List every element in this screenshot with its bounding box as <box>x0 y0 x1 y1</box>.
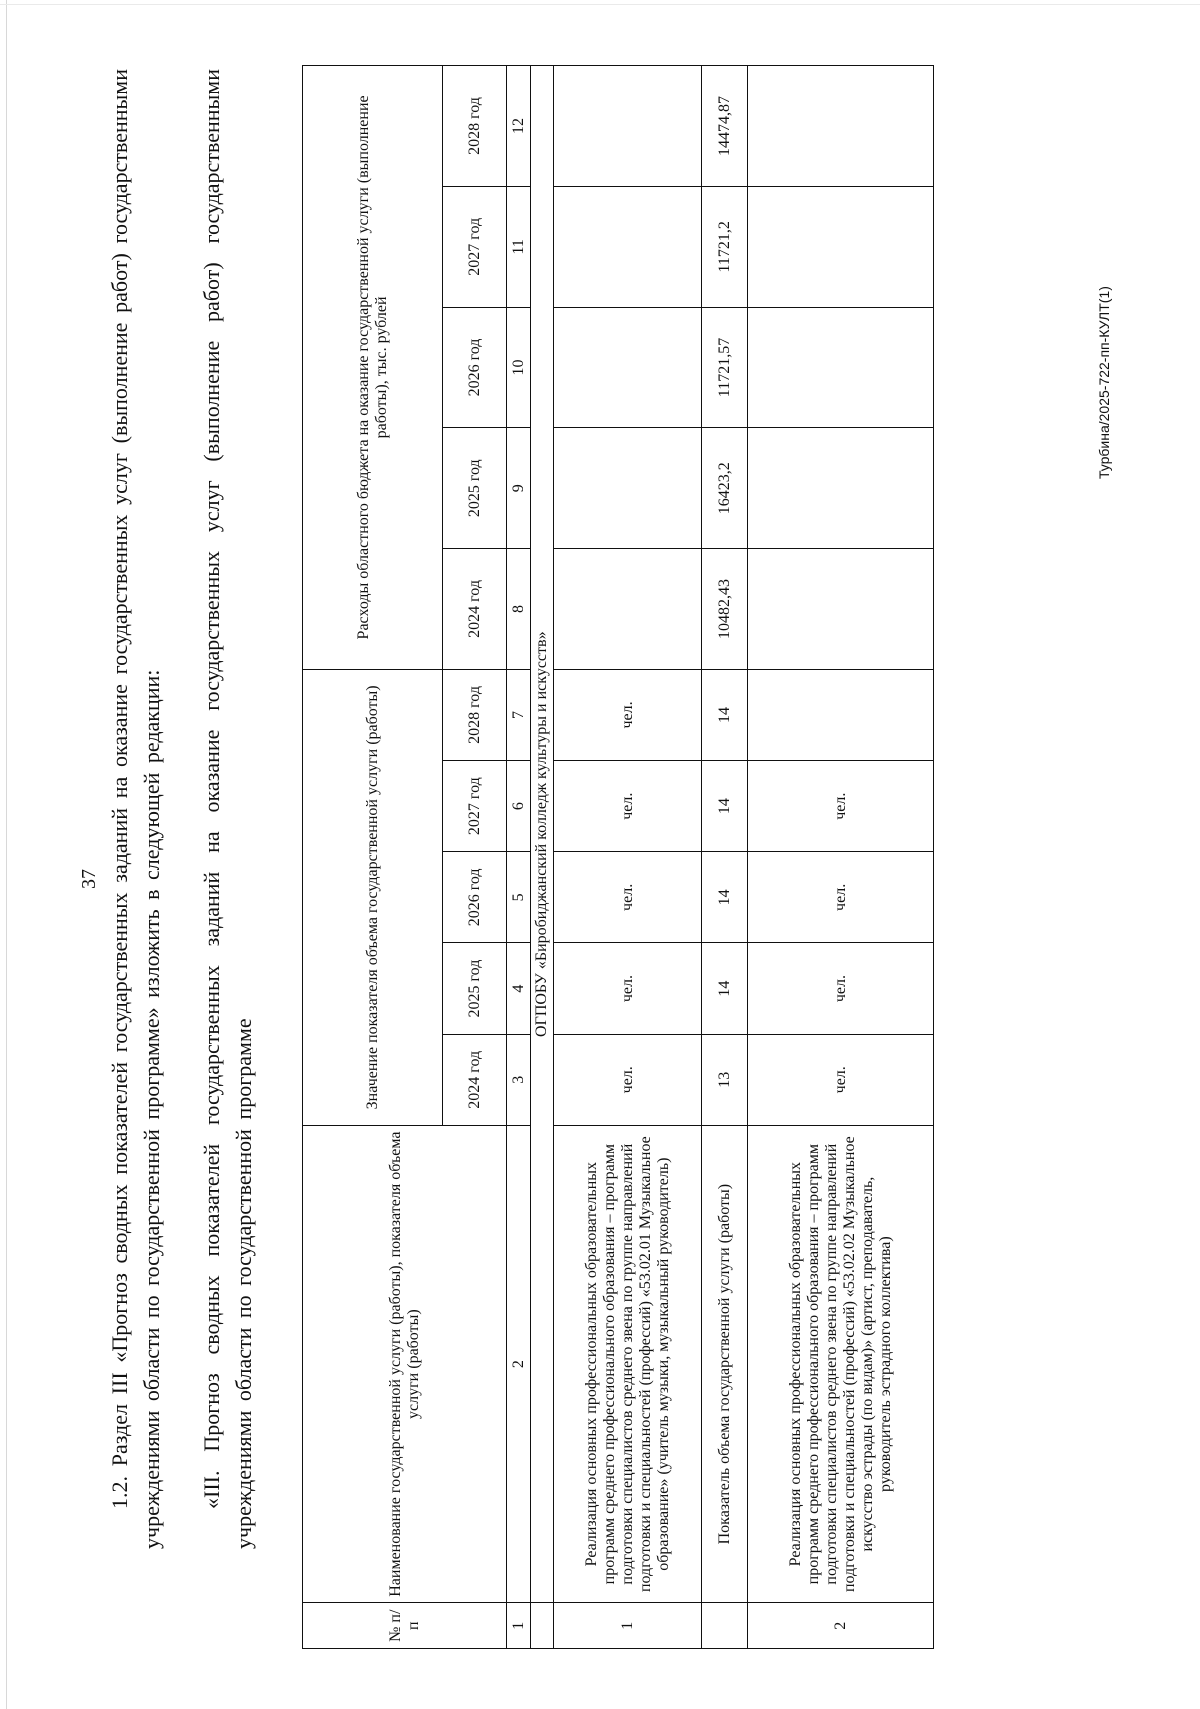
volume-cell: чел. <box>748 852 934 943</box>
volume-cell: чел. <box>554 943 702 1034</box>
header-expense-year: 2024 год <box>443 549 507 670</box>
expense-cell: 10482,43 <box>702 549 748 670</box>
header-expense-year: 2026 год <box>443 307 507 428</box>
volume-cell: чел. <box>554 852 702 943</box>
column-index: 4 <box>507 943 531 1034</box>
header-volume-year: 2026 год <box>443 852 507 943</box>
expense-cell <box>554 307 702 428</box>
volume-cell: чел. <box>554 669 702 760</box>
intro-paragraph-2: «III. Прогноз сводных показателей государственных заданий на оказание государственных услуг (выполнение работ) государственными учреждениями области по государственной программе <box>199 69 256 1549</box>
intro-paragraph-1: 1.2. Раздел III «Прогноз сводных показателей государственных заданий на оказание государственных услуг (выполнение работ) государственными учреждениями области по государственной программе» изложить в следующей редакции: <box>107 69 164 1549</box>
row-number <box>702 1603 748 1649</box>
volume-cell <box>748 669 934 760</box>
row-number: 2 <box>748 1603 934 1649</box>
column-index: 10 <box>507 307 531 428</box>
column-index-row <box>507 66 531 1649</box>
expense-cell: 11721,57 <box>702 307 748 428</box>
volume-cell: 14 <box>702 943 748 1034</box>
page-number: 37 <box>78 869 100 889</box>
column-index: 7 <box>507 669 531 760</box>
expense-cell: 16423,2 <box>702 428 748 549</box>
column-index: 5 <box>507 852 531 943</box>
expense-cell <box>554 549 702 670</box>
expense-cell: 14474,87 <box>702 66 748 187</box>
column-index: 6 <box>507 761 531 852</box>
column-index: 12 <box>507 66 531 187</box>
column-index: 2 <box>507 1125 531 1603</box>
expense-cell <box>748 428 934 549</box>
service-name: Реализация основных профессиональных образовательных программ среднего профессионального образования – программ подготовки специалистов среднего звена по группе направлений подготовки и специальностей (профессий) «53.02.02 Музыкальное искусство эстрады (по видам)» (артист, преподаватель, руководитель эстрадного коллектива) <box>748 1125 934 1603</box>
expense-cell <box>554 186 702 307</box>
header-expense-year: 2028 год <box>443 66 507 187</box>
volume-cell: чел. <box>748 1034 934 1125</box>
forecast-table <box>302 65 934 1649</box>
header-num: № п/п <box>303 1603 507 1649</box>
volume-cell: чел. <box>554 761 702 852</box>
volume-cell: чел. <box>748 943 934 1034</box>
column-index: 1 <box>507 1603 531 1649</box>
service-name: Реализация основных профессиональных образовательных программ среднего профессионального образования – программ подготовки специалистов среднего звена по группе направлений подготовки и специальностей (профессий) «53.02.01 Музыкальное образование» (учитель музыки, музыкальный руководитель) <box>554 1125 702 1603</box>
header-volume-year: 2025 год <box>443 943 507 1034</box>
expense-cell <box>748 549 934 670</box>
expense-cell <box>554 66 702 187</box>
expense-cell: 11721,2 <box>702 186 748 307</box>
column-index: 9 <box>507 428 531 549</box>
volume-cell: 14 <box>702 669 748 760</box>
section-row <box>531 66 554 1649</box>
volume-cell: чел. <box>748 761 934 852</box>
header-volume-year: 2028 год <box>443 669 507 760</box>
header-expense-group: Расходы областного бюджета на оказание государственной услуги (выполнение работы), тыс. рублей <box>303 66 443 670</box>
expense-cell <box>748 66 934 187</box>
table-row <box>554 66 702 1649</box>
volume-cell: 13 <box>702 1034 748 1125</box>
section-title: ОГПОБУ «Биробиджанский колледж культуры и искусств» <box>531 66 554 1603</box>
column-index: 3 <box>507 1034 531 1125</box>
volume-cell: 14 <box>702 852 748 943</box>
header-volume-group: Значение показателя объема государственной услуги (работы) <box>303 669 443 1125</box>
header-row-groups <box>303 66 443 1649</box>
column-index: 11 <box>507 186 531 307</box>
header-expense-year: 2025 год <box>443 428 507 549</box>
header-volume-year: 2027 год <box>443 761 507 852</box>
table-row <box>702 66 748 1649</box>
table-row <box>748 66 934 1649</box>
indicator-name: Показатель объема государственной услуги (работы) <box>702 1125 748 1603</box>
volume-cell: чел. <box>554 1034 702 1125</box>
row-number: 1 <box>554 1603 702 1649</box>
file-tag: Турбина/2025-722-пп-КУЛТ(1) <box>1096 286 1112 479</box>
expense-cell <box>554 428 702 549</box>
header-expense-year: 2027 год <box>443 186 507 307</box>
expense-cell <box>748 307 934 428</box>
column-index: 8 <box>507 549 531 670</box>
header-volume-year: 2024 год <box>443 1034 507 1125</box>
expense-cell <box>748 186 934 307</box>
header-name: Наименование государственной услуги (работы), показателя объема услуги (работы) <box>303 1125 507 1603</box>
volume-cell: 14 <box>702 761 748 852</box>
